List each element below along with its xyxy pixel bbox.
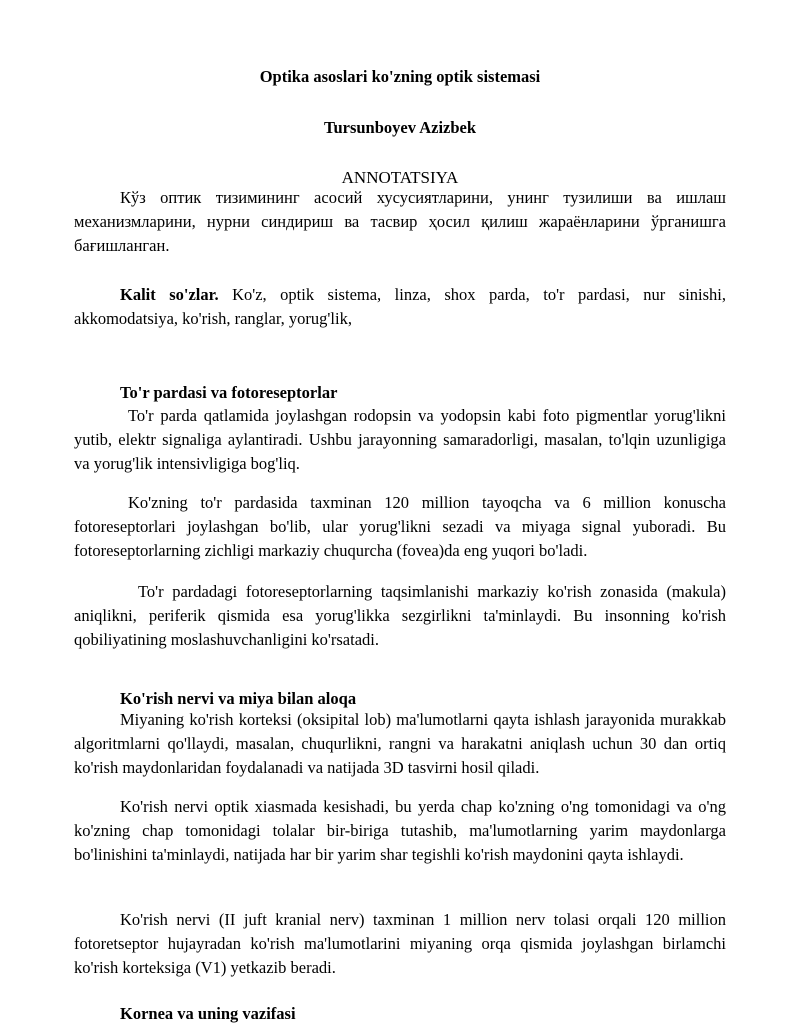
section-heading: Ko'rish nervi va miya bilan aloqa: [120, 689, 357, 708]
section-paragraph: Ko'rish nervi optik xiasmada kesishadi, bu yerda chap ko'zning o'ng tomonidagi va o'ng ko'zning chap tomonidagi tolalar bir-biriga tutashib, ma'lumotlarning yarim maydonlarga bo'linishini ta'minlaydi, natijada har bir yarim shar tegishli ko'rish maydonini qayta ishlaydi.: [74, 797, 726, 864]
section-heading: Kornea va uning vazifasi: [120, 1004, 296, 1023]
section-paragraph: Miyaning ko'rish korteksi (oksipital lob) ma'lumotlarni qayta ishlash jarayonida murakkab algoritmlarni qo'llaydi, masalan, chuqurlikni, rangni va harakatni aniqlash uchun 30 dan ortiq ko'rish maydonlaridan foydalanadi va natijada 3D tasvirni hosil qiladi.: [74, 710, 726, 777]
annotation-text: Кўз оптик тизимининг асосий хусусиятларини, унинг тузилиши ва ишлаш механизмларини, нурни синдириш ва тасвир ҳосил қилиш жараёнларини ўрганишга бағишланган.: [74, 188, 726, 255]
author-name: Tursunboyev Azizbek: [323, 118, 477, 137]
annotation-heading: ANNOTATSIYA: [341, 168, 459, 187]
section-paragraph: To'r parda qatlamida joylashgan rodopsin va yodopsin kabi foto pigmentlar yorug'likni yutib, elektr signaliga aylantiradi. Ushbu jarayonning samaradorligi, masalan, to'lqin uzunligiga va yorug'lik intensivligiga bog'liq.: [74, 406, 726, 473]
keywords-paragraph: [74, 283, 726, 331]
document-title: Optika asoslari ko'zning optik sistemasi: [259, 67, 541, 86]
section-paragraph: Ko'rish nervi (II juft kranial nerv) taxminan 1 million nerv tolasi orqali 120 million fotoretseptor hujayradan ko'rish ma'lumotlarini miyaning orqa qismida joylashgan birlamchi ko'rish korteksiga (V1) yetkazib beradi.: [74, 910, 726, 977]
section-heading: To'r pardasi va fotoreseptorlar: [120, 383, 338, 402]
section-paragraph: To'r pardadagi fotoreseptorlarning taqsimlanishi markaziy ko'rish zonasida (makula) aniqlikni, periferik qismida esa yorug'likka sezgirlikni ta'minlaydi. Bu insonning ko'rish qobiliyatining moslashuvchanligini ko'rsatadi.: [74, 582, 726, 649]
keywords-text: Ko'z, optik sistema, linza, shox parda, to'r pardasi, nur sinishi, akkomodatsiya, ko'rish, ranglar, yorug'lik,: [74, 285, 726, 328]
keywords-label: Kalit so'zlar.: [120, 285, 219, 304]
section-paragraph: Ko'zning to'r pardasida taxminan 120 million tayoqcha va 6 million konuscha fotoreseptorlari joylashgan bo'lib, ular yorug'likni sezadi va miyaga signal yuboradi. Bu fotoreseptorlarning zichligi markaziy chuqurcha (fovea)da eng yuqori bo'ladi.: [74, 493, 726, 560]
